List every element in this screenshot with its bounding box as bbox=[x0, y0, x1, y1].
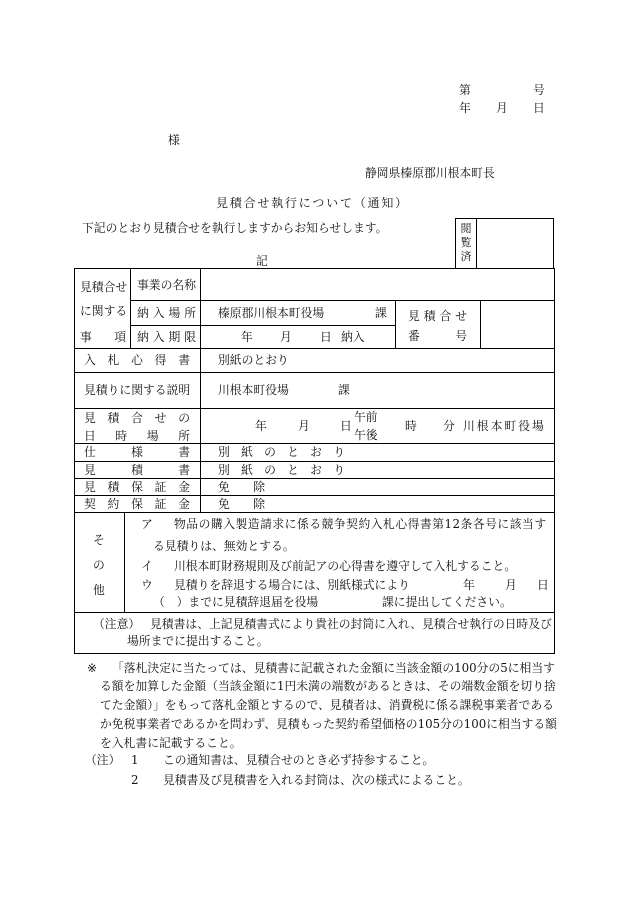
other-item-a-line: る見積りは、無効とする。 bbox=[153, 539, 295, 553]
addressee-honorific: 様 bbox=[168, 133, 180, 147]
table-rule bbox=[75, 461, 554, 462]
number-prefix: 第 bbox=[459, 83, 471, 97]
session-month-label: 月 bbox=[298, 419, 310, 433]
session-pm-label: 午後 bbox=[354, 428, 378, 442]
specification-label: 仕様書 bbox=[84, 445, 190, 459]
intro-text: 下記のとおり見積合せを執行しますからお知らせします。 bbox=[82, 221, 388, 235]
other-item-i-marker: イ bbox=[141, 559, 153, 573]
remark-line: を入札書に記載すること。 bbox=[100, 736, 242, 750]
bid-guidelines-label: 入札心得書 bbox=[84, 353, 190, 367]
session-hour-label: 時 bbox=[405, 419, 417, 433]
session-place: 川根本町役場 bbox=[463, 419, 546, 433]
note-text: 見積書及び見積書を入れる封筒は、次の様式によること。 bbox=[163, 773, 470, 787]
contract-deposit-value: 免除 bbox=[218, 497, 265, 511]
table-rule bbox=[75, 495, 554, 496]
remark-line: る額を加算した金額（当該金額に1円未満の端数があるときは、その端数金額を切り捨 bbox=[100, 679, 556, 693]
project-name-label: 事業の名称 bbox=[137, 278, 196, 292]
other-item-a-marker: ア bbox=[141, 517, 153, 531]
quote-number-label-line: 見積合せ bbox=[408, 309, 467, 323]
sender-name: 静岡県榛原郡川根本町長 bbox=[365, 166, 495, 180]
note-number: 2 bbox=[131, 773, 139, 787]
datetime-place-label-line: 見積合せの bbox=[84, 411, 190, 425]
delivery-place-value: 榛原郡川根本町役場 bbox=[218, 306, 325, 320]
deadline-year-label: 年 bbox=[241, 330, 253, 344]
other-label-char: そ bbox=[93, 533, 105, 547]
deadline-suffix: 納入 bbox=[341, 330, 365, 344]
notes-label: （注） bbox=[85, 753, 121, 767]
explanation-value: 川根本町役場 bbox=[218, 383, 289, 397]
date-year-label: 年 bbox=[459, 101, 471, 115]
bid-guidelines-value: 別紙のとおり bbox=[218, 353, 289, 367]
review-label bbox=[456, 219, 477, 268]
withdrawal-month-label: 月 bbox=[505, 578, 517, 592]
note-number: 1 bbox=[131, 753, 139, 767]
note-text: この通知書は、見積合せのとき必ず持参すること。 bbox=[163, 753, 435, 767]
deadline-month-label: 月 bbox=[280, 330, 292, 344]
review-char: 閲 bbox=[460, 222, 472, 235]
session-year-label: 年 bbox=[255, 419, 267, 433]
remark-line: てた金額）」をもって落札金額とするので、見積者は、消費税に係る課税事業者である bbox=[100, 698, 554, 712]
session-minute-label: 分 bbox=[443, 419, 455, 433]
remark-line: か免税事業者であるかを問わず、見積もった契約希望価格の105分の100に相当する額 bbox=[100, 717, 557, 731]
matter-label-line: に関する bbox=[80, 304, 128, 318]
contract-deposit-label: 契約保証金 bbox=[84, 497, 190, 511]
explanation-unit: 課 bbox=[338, 383, 350, 397]
number-suffix: 号 bbox=[533, 83, 545, 97]
table-rule bbox=[75, 512, 554, 513]
datetime-place-label-line: 日時場所 bbox=[84, 429, 190, 443]
session-day-label: 日 bbox=[340, 419, 352, 433]
date-day-label: 日 bbox=[533, 101, 545, 115]
caution-label: （注意） bbox=[93, 617, 141, 631]
caution-line: 場所までに提出すること。 bbox=[127, 634, 269, 648]
withdrawal-year-label: 年 bbox=[463, 578, 475, 592]
table-rule bbox=[75, 443, 554, 444]
remark-mark: ※ bbox=[87, 661, 97, 675]
quotation-value: 別紙のとおり bbox=[218, 463, 345, 477]
table-rule bbox=[480, 300, 481, 348]
table-rule bbox=[75, 348, 554, 349]
table-rule bbox=[395, 300, 396, 348]
table-rule bbox=[200, 269, 201, 512]
quotation-label: 見積書 bbox=[84, 463, 190, 477]
matter-label-line: 事項 bbox=[80, 330, 126, 344]
table-rule bbox=[130, 325, 396, 326]
other-item-u-line2-after: 課に提出してください。 bbox=[382, 595, 512, 609]
review-stamp-box bbox=[455, 218, 554, 268]
other-item-a-line: 物品の購入製造請求に係る競争契約入札心得書第12条各号に該当す bbox=[174, 517, 547, 531]
delivery-deadline-label: 納入期限 bbox=[137, 330, 196, 344]
other-item-u-line2-before: （ ）までに見積辞退届を役場 bbox=[153, 595, 319, 609]
explanation-label: 見積りに関する説明 bbox=[84, 383, 191, 397]
table-rule bbox=[124, 512, 125, 612]
ki-heading: 記 bbox=[256, 254, 268, 268]
other-item-i-text: 川根本町財務規則及び前記アの心得書を遵守して入札すること。 bbox=[174, 559, 517, 573]
review-char: 済 bbox=[460, 250, 472, 263]
other-item-u-marker: ウ bbox=[141, 578, 153, 592]
table-rule bbox=[75, 372, 554, 373]
quote-number-label-line: 番号 bbox=[408, 329, 467, 343]
table-rule bbox=[75, 408, 554, 409]
quote-deposit-value: 免除 bbox=[218, 480, 265, 494]
form-table bbox=[74, 268, 555, 654]
delivery-place-label: 納入場所 bbox=[137, 306, 196, 320]
session-am-label: 午前 bbox=[354, 410, 378, 424]
withdrawal-day-label: 日 bbox=[537, 578, 549, 592]
project-name-value bbox=[218, 279, 548, 291]
other-item-u-text: 見積りを辞退する場合には、別紙様式により bbox=[174, 578, 410, 592]
quote-deposit-label: 見積保証金 bbox=[84, 480, 190, 494]
document-title: 見積合せ執行について（通知） bbox=[216, 196, 409, 210]
other-label-char: の bbox=[93, 558, 105, 572]
date-month-label: 月 bbox=[496, 101, 508, 115]
specification-value: 別紙のとおり bbox=[218, 445, 345, 459]
matter-label-line: 見積合せ bbox=[80, 280, 128, 294]
review-stamp-area bbox=[477, 219, 553, 268]
review-char: 覧 bbox=[460, 236, 472, 249]
table-rule bbox=[130, 269, 131, 348]
table-rule bbox=[130, 300, 554, 301]
table-rule bbox=[75, 478, 554, 479]
other-label-char: 他 bbox=[93, 583, 105, 597]
delivery-place-unit: 課 bbox=[375, 306, 387, 320]
caution-line: 見積書は、上記見積書式により貴社の封筒に入れ、見積合せ執行の日時及び bbox=[150, 617, 552, 631]
table-rule bbox=[75, 612, 554, 613]
deadline-day-label: 日 bbox=[320, 330, 332, 344]
remark-line: 「落札決定に当たっては、見積書に記載された金額に当該金額の100分の5に相当す bbox=[112, 661, 555, 675]
